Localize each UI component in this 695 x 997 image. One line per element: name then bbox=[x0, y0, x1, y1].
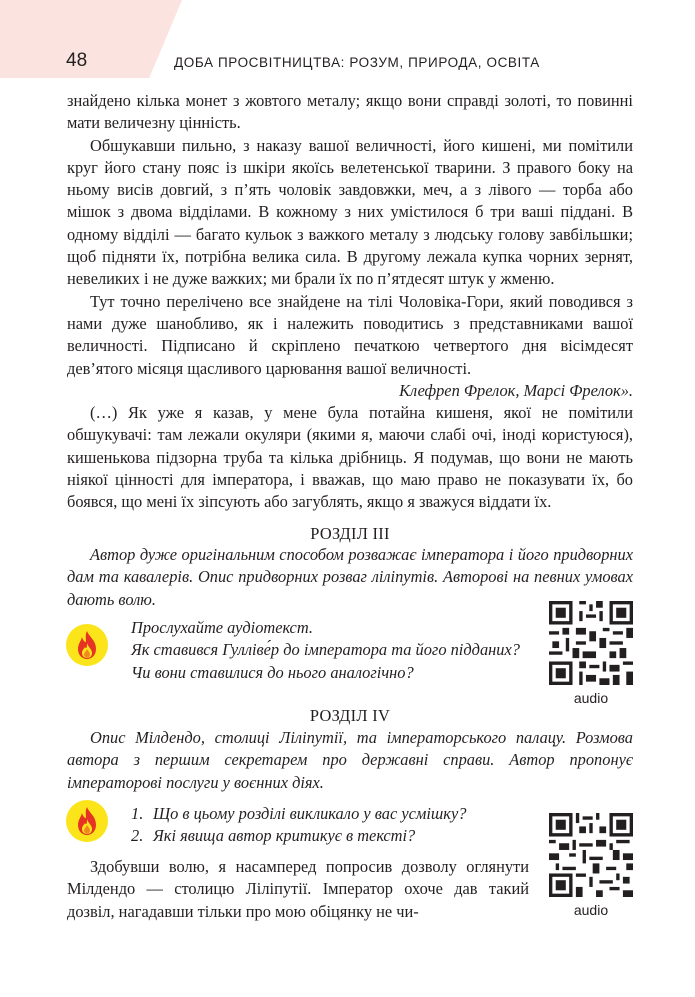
chapter-3-summary: Автор дуже оригінальним способом розважає імператора і його придворних дам та кавалерів. Опис придворних розваг ліліпутів. Авторові на певних умовах дають волю. bbox=[67, 545, 633, 609]
page-number: 48 bbox=[66, 50, 88, 71]
corner-accent bbox=[0, 0, 182, 78]
qr-code-icon[interactable] bbox=[549, 813, 633, 897]
question-number: 1. bbox=[131, 804, 144, 823]
task-question: Як ставився Гулліве́р до імператора та його підданих? Чи вони ставилися до нього аналогічно? bbox=[131, 640, 520, 682]
fire-icon bbox=[66, 800, 108, 842]
chapter-3-task bbox=[131, 617, 531, 684]
paragraph: Тут точно перелічено все знайдене на тілі Чоловіка-Гори, який поводився з нами дуже шанобливо, як і належить поводитись з представниками вашої величності. Підписано й скріплено печаткою четвертого дня вісімдесят дев’ятого місяця щасливого царювання вашої величності. bbox=[67, 291, 633, 378]
question-item bbox=[131, 825, 531, 847]
paragraph: Здобувши волю, я насамперед попросив дозволу оглянути Мілдендо — столицю Ліліпутії. Імператор охоче дав такий дозвіл, нагадавши тільки про мою обіцянку не чи- bbox=[67, 857, 529, 921]
chapter-4-summary: Опис Мілдендо, столиці Ліліпутії, та імператорського палацу. Розмова автора з першим секретарем про державні справи. Автор пропонує імператорові послуги у воєнних діях. bbox=[67, 728, 633, 792]
paragraph: знайдено кілька монет з жовтого металу; якщо вони справді золоті, то повинні мати величезну цінність. bbox=[67, 91, 633, 133]
paragraph: Обшукавши пильно, з наказу вашої величності, його кишені, ми помітили круг його стану пояс із шкіри якоїсь велетенської тварини. З правого боку на ньому висів довгий, з п’ять чоловік завдовжки, меч, а з лівого — торба або мішок з двома відділами. В кожному з них умістилося б три ваші піддані. В одному відділі — багато кульок з важкого металу з людську голову завбільшки; щоб підняти їх, потрібна велика сила. В другому лежала купка чорних зернят, невеликих і не дуже важких; ми брали їх по п’ятдесят штук у жменю. bbox=[67, 135, 633, 289]
question-number: 2. bbox=[131, 826, 144, 846]
qr-caption: audio bbox=[573, 902, 609, 918]
chapter-4-questions bbox=[131, 803, 531, 848]
running-head: ДОБА ПРОСВІТНИЦТВА: РОЗУМ, ПРИРОДА, ОСВІТА bbox=[174, 55, 540, 70]
qr-code-icon[interactable] bbox=[549, 601, 633, 685]
main-text-top bbox=[67, 90, 633, 514]
chapter-3-title: РОЗДІЛ ІІІ bbox=[310, 524, 390, 543]
question-text: Що в цьому розділі викликало у вас усмішку? bbox=[153, 804, 467, 823]
question-item bbox=[131, 803, 531, 825]
task-instruction: Прослухайте аудіотекст. bbox=[131, 618, 313, 637]
fire-icon bbox=[66, 624, 108, 666]
question-text: Які явища автор критикує в тексті? bbox=[153, 826, 416, 846]
qr-caption: audio bbox=[573, 690, 609, 706]
paragraph: (…) Як уже я казав, у мене була потайна кишеня, якої не помітили обшукувачі: там лежали окуляри (якими я, маючи слабі очі, іноді користуюся), кишенькова підзорна труба та кілька дрібниць. Я подумав, що вони не мають ніякої цінності для імператора, і вважав, що маю право не показувати їх, бо боявся, що мені їх зіпсують або загублять, якщо я зважуся віддати їх. bbox=[67, 403, 633, 512]
chapter-4-title: РОЗДІЛ ІV bbox=[309, 706, 391, 725]
signature: Клефреп Фрелок, Марсі Фрелок». bbox=[399, 380, 633, 400]
